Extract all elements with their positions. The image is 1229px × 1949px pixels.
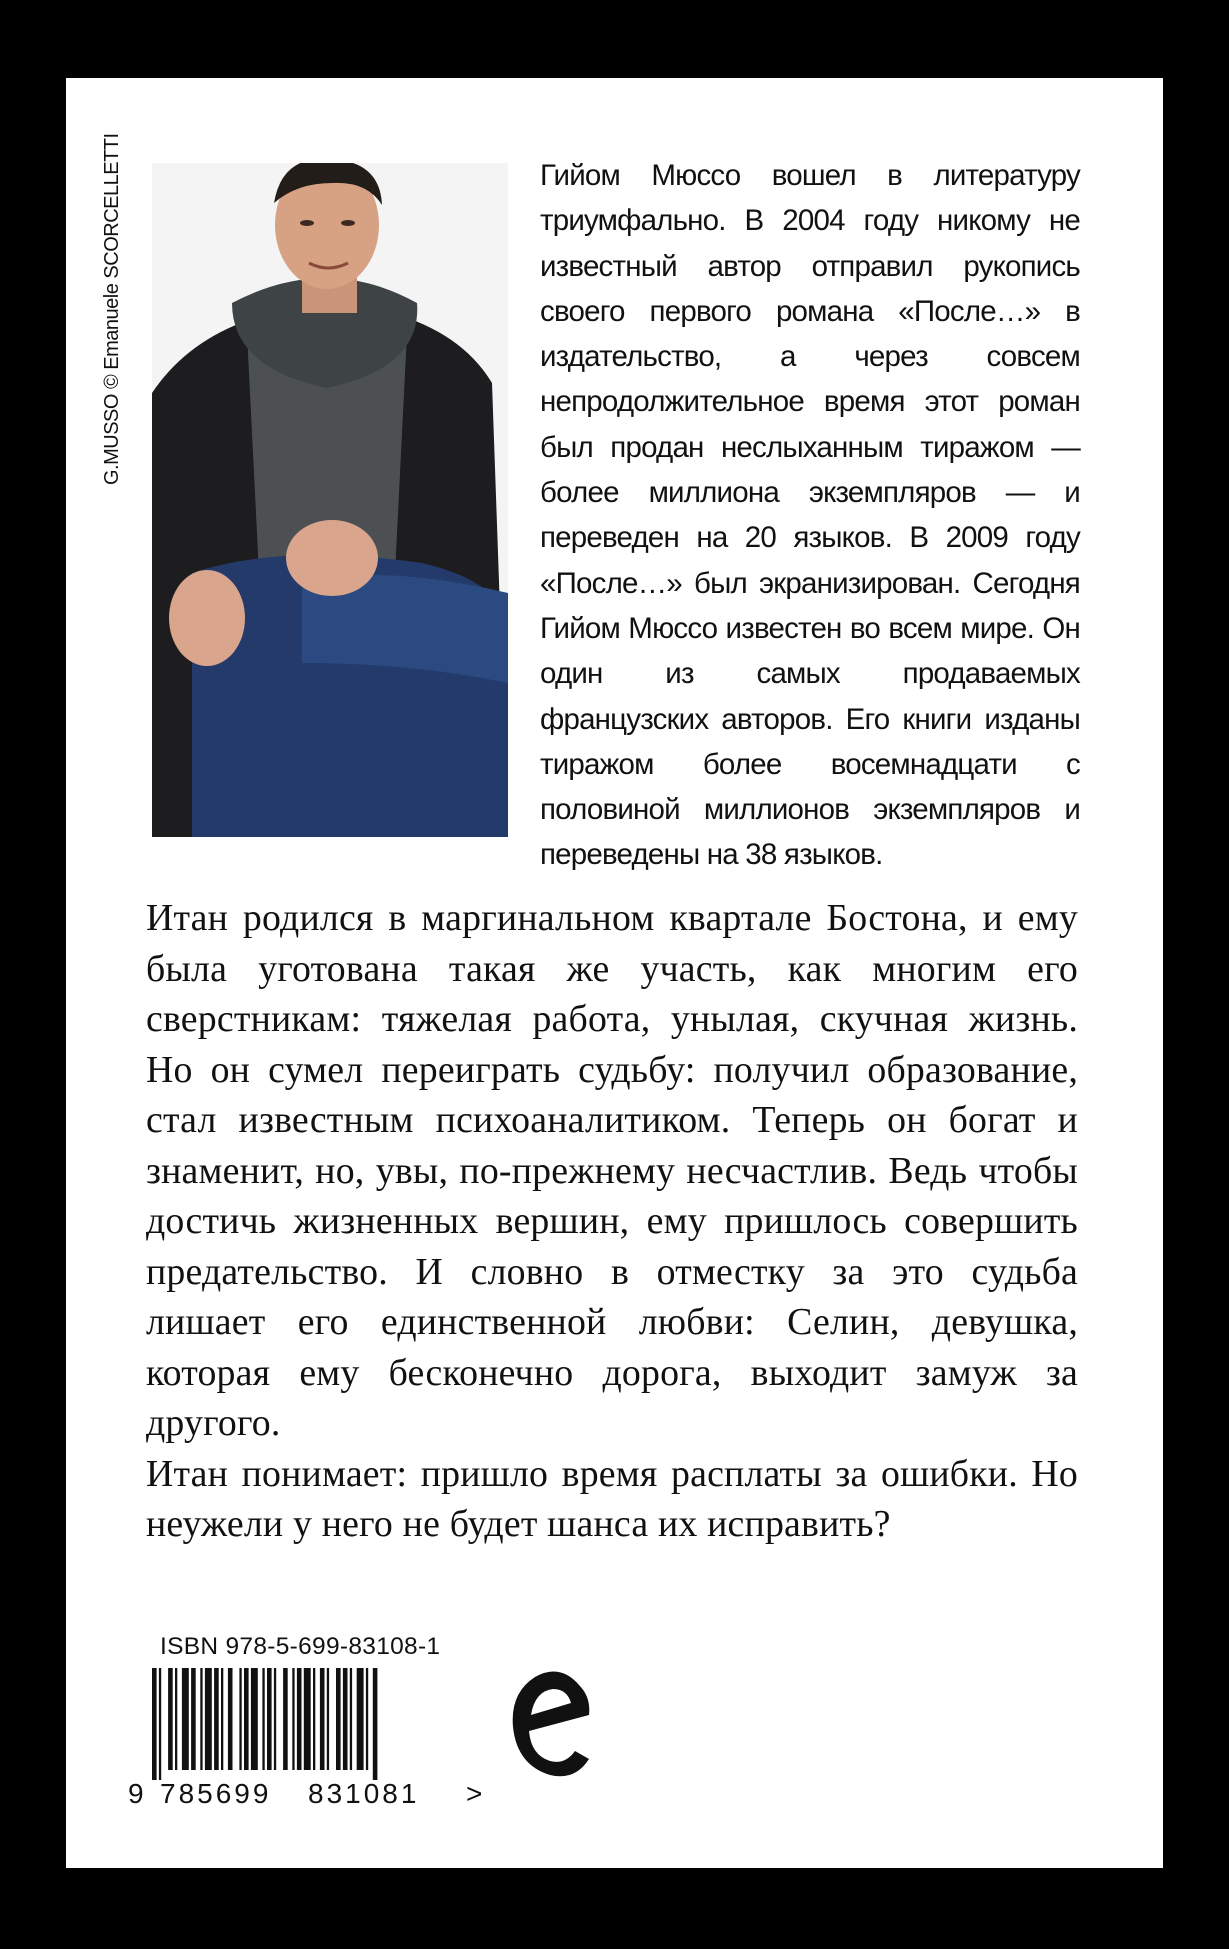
barcode-bar bbox=[251, 1668, 258, 1770]
barcode-bar bbox=[205, 1668, 212, 1770]
barcode-bar bbox=[191, 1668, 196, 1770]
barcode-bar bbox=[221, 1668, 223, 1770]
barcode-bar bbox=[214, 1668, 219, 1770]
barcode-bar bbox=[313, 1668, 315, 1770]
barcode-bar bbox=[175, 1668, 177, 1770]
barcode-bar bbox=[200, 1668, 202, 1770]
barcode-bar bbox=[283, 1668, 288, 1770]
barcode-bar bbox=[182, 1668, 189, 1770]
author-photo bbox=[152, 163, 508, 837]
author-bio bbox=[540, 153, 1080, 878]
barcode-bars bbox=[152, 1668, 377, 1780]
book-blurb bbox=[146, 893, 1078, 1550]
photo-credit: G.MUSSO © Emanuele SCORCELLETTI bbox=[101, 133, 123, 485]
barcode-bar bbox=[327, 1668, 329, 1770]
barcode-bar bbox=[304, 1668, 311, 1770]
barcode-bar bbox=[168, 1668, 173, 1770]
barcode-bar bbox=[336, 1668, 341, 1770]
publisher-logo-e-icon bbox=[505, 1655, 595, 1795]
barcode-bar bbox=[159, 1668, 161, 1780]
barcode-bar bbox=[350, 1668, 352, 1770]
barcode-bar bbox=[292, 1668, 294, 1770]
barcode-end-mark: > bbox=[466, 1778, 483, 1806]
barcode bbox=[128, 1668, 488, 1806]
barcode-right-digits: 831081 bbox=[308, 1778, 420, 1806]
barcode-left-digits: 785699 bbox=[160, 1778, 272, 1806]
barcode-bar bbox=[267, 1668, 272, 1770]
author-bio-text: Гийом Мюссо вошел в литературу триумфально. В 2004 году никому не известный автор отправил рукопись своего первого романа «После…» в издательство, а через совсем непродолжительное время этот роман был продан неслыханным тиражом — более миллиона экземпляров — и переведен на 20 языков. В 2009 году «После…» был экранизирован. Сегодня Гийом Мюссо известен во всем мире. Он один из самых продаваемых французских авторов. Его книги изданы тиражом более восемнадцати с половиной миллионов экземпляров и переведены на 38 языков. bbox=[540, 159, 1080, 872]
barcode-bar bbox=[244, 1668, 249, 1770]
barcode-bar bbox=[343, 1668, 348, 1770]
blurb-paragraph-1: Итан родился в маргинальном квартале Бостона, и ему была уготована такая же участь, как многим его сверстникам: тяжелая работа, унылая, скучная жизнь. Но он сумел переиграть судьбу: получил образование, стал известным психоаналитиком. Теперь он богат и знаменит, но, увы, по-прежнему несчастлив. Ведь чтобы достичь жизненных вершин, ему пришлось совершить предательство. И словно в отместку за это судьба лишает его единственной любви: Селин, девушка, которая ему бесконечно дорога, выходит замуж за другого. bbox=[146, 897, 1078, 1444]
barcode-bar bbox=[297, 1668, 302, 1770]
barcode-bar bbox=[262, 1668, 264, 1770]
barcode-bar bbox=[152, 1668, 157, 1780]
blurb-paragraph-2: Итан понимает: пришло время расплаты за ошибки. Но неужели у него не будет шанса их исправить? bbox=[146, 1452, 1078, 1545]
barcode-bar bbox=[239, 1668, 241, 1770]
barcode-bar bbox=[274, 1668, 276, 1770]
barcode-bar bbox=[320, 1668, 325, 1770]
barcode-first-digit: 9 bbox=[128, 1778, 144, 1806]
barcode-bar bbox=[366, 1668, 368, 1770]
isbn-label: ISBN 978-5-699-83108-1 bbox=[160, 1633, 441, 1660]
barcode-bar bbox=[228, 1668, 233, 1770]
barcode-bar bbox=[357, 1668, 364, 1770]
barcode-bar bbox=[373, 1668, 378, 1780]
author-portrait-image bbox=[152, 163, 508, 837]
